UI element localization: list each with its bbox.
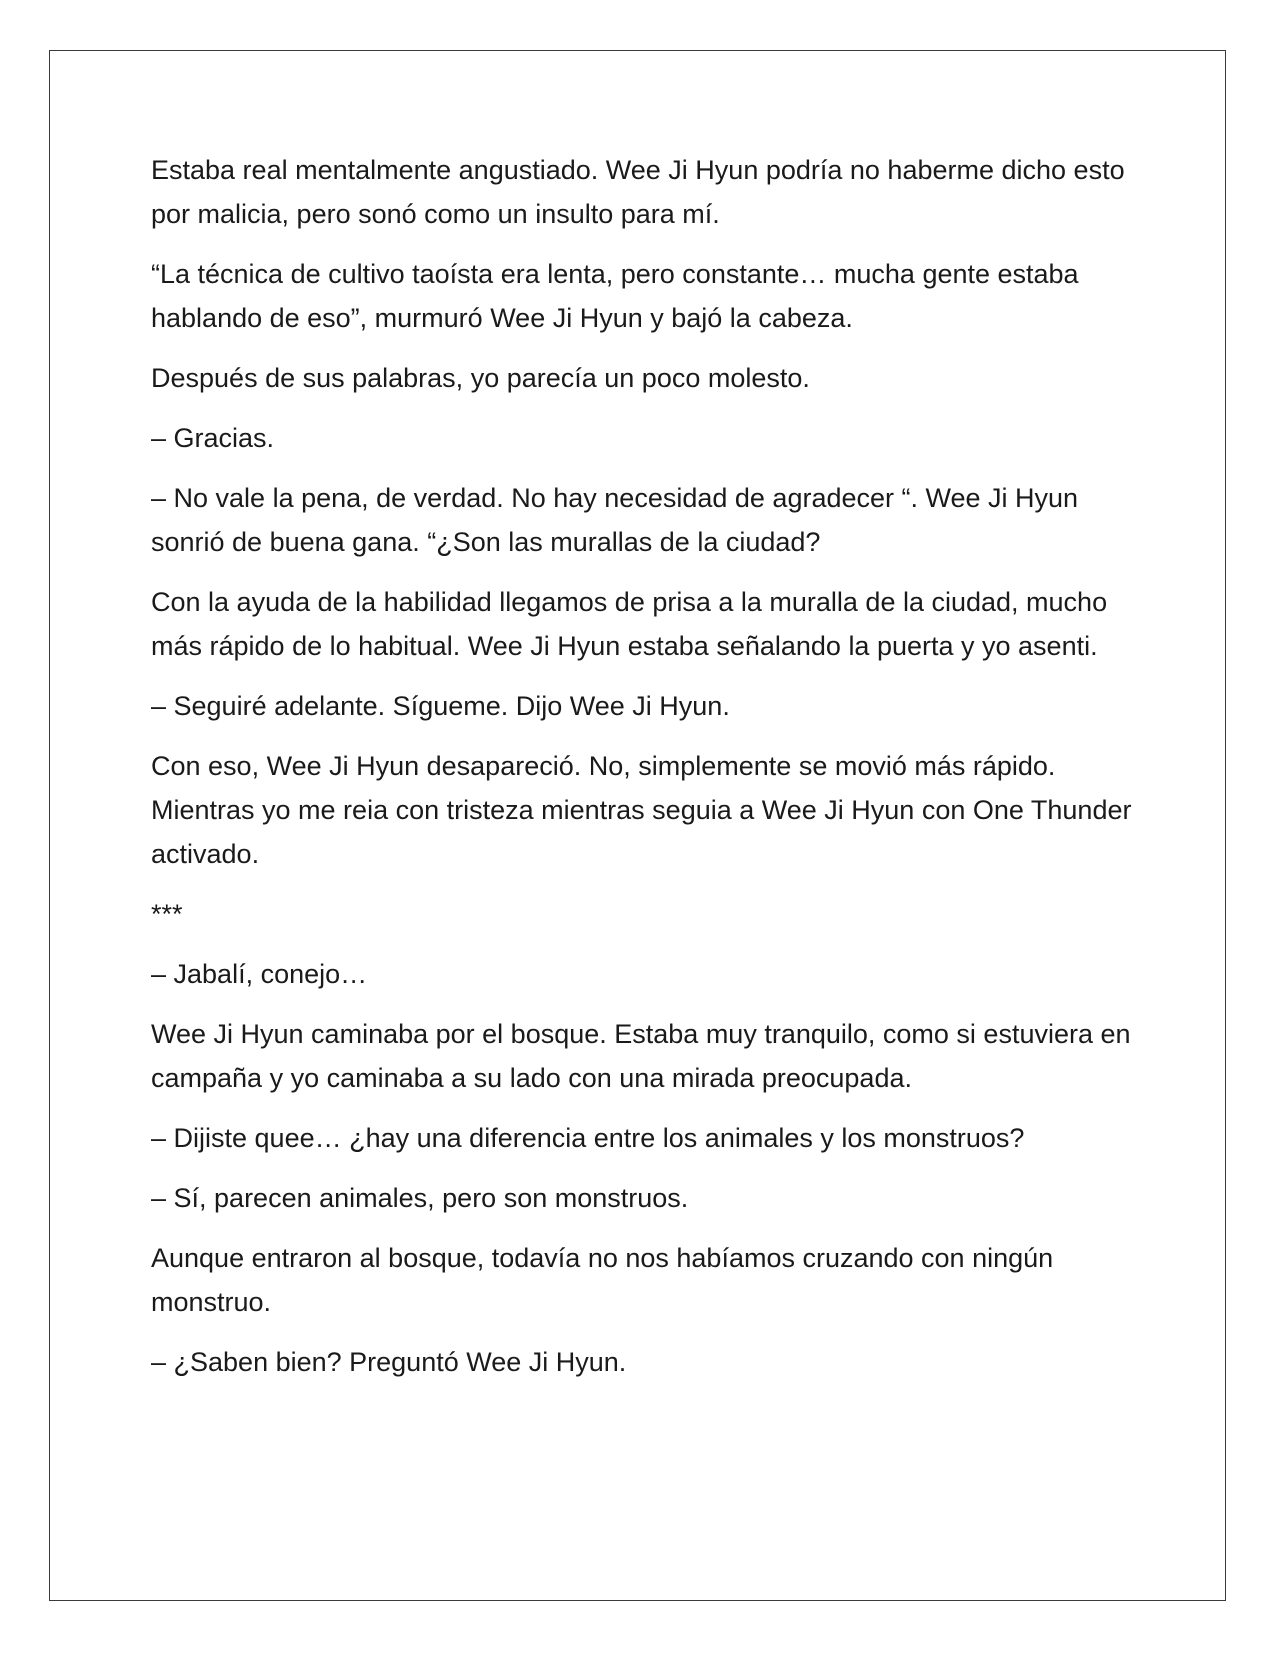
paragraph: Estaba real mentalmente angustiado. Wee Ji Hyun podría no haberme dicho esto por malicia, pero sonó como un insulto para mí.	[151, 155, 1125, 229]
paragraph: – ¿Saben bien? Preguntó Wee Ji Hyun.	[151, 1347, 627, 1377]
paragraph: – Dijiste quee… ¿hay una diferencia entre los animales y los monstruos?	[151, 1123, 1025, 1153]
paragraph: – Jabalí, conejo…	[151, 959, 368, 989]
paragraph: – Gracias.	[151, 423, 275, 453]
paragraph: Aunque entraron al bosque, todavía no nos habíamos cruzando con ningún monstruo.	[151, 1243, 1054, 1317]
paragraph: Después de sus palabras, yo parecía un poco molesto.	[151, 363, 810, 393]
document-body	[151, 148, 1151, 1400]
paragraph: “La técnica de cultivo taoísta era lenta, pero constante… mucha gente estaba hablando de eso”, murmuró Wee Ji Hyun y bajó la cabeza.	[151, 259, 1079, 333]
paragraph: Wee Ji Hyun caminaba por el bosque. Estaba muy tranquilo, como si estuviera en campaña y yo caminaba a su lado con una mirada preocupada.	[151, 1019, 1131, 1093]
scene-break: ***	[151, 899, 183, 929]
paragraph: – No vale la pena, de verdad. No hay necesidad de agradecer “. Wee Ji Hyun sonrió de buena gana. “¿Son las murallas de la ciudad?	[151, 483, 1079, 557]
paragraph: Con eso, Wee Ji Hyun desapareció. No, simplemente se movió más rápido. Mientras yo me reia con tristeza mientras seguia a Wee Ji Hyun con One Thunder activado.	[151, 751, 1132, 869]
paragraph: Con la ayuda de la habilidad llegamos de prisa a la muralla de la ciudad, mucho más rápido de lo habitual. Wee Ji Hyun estaba señalando la puerta y yo asenti.	[151, 587, 1108, 661]
paragraph: – Seguiré adelante. Sígueme. Dijo Wee Ji Hyun.	[151, 691, 730, 721]
paragraph: – Sí, parecen animales, pero son monstruos.	[151, 1183, 689, 1213]
